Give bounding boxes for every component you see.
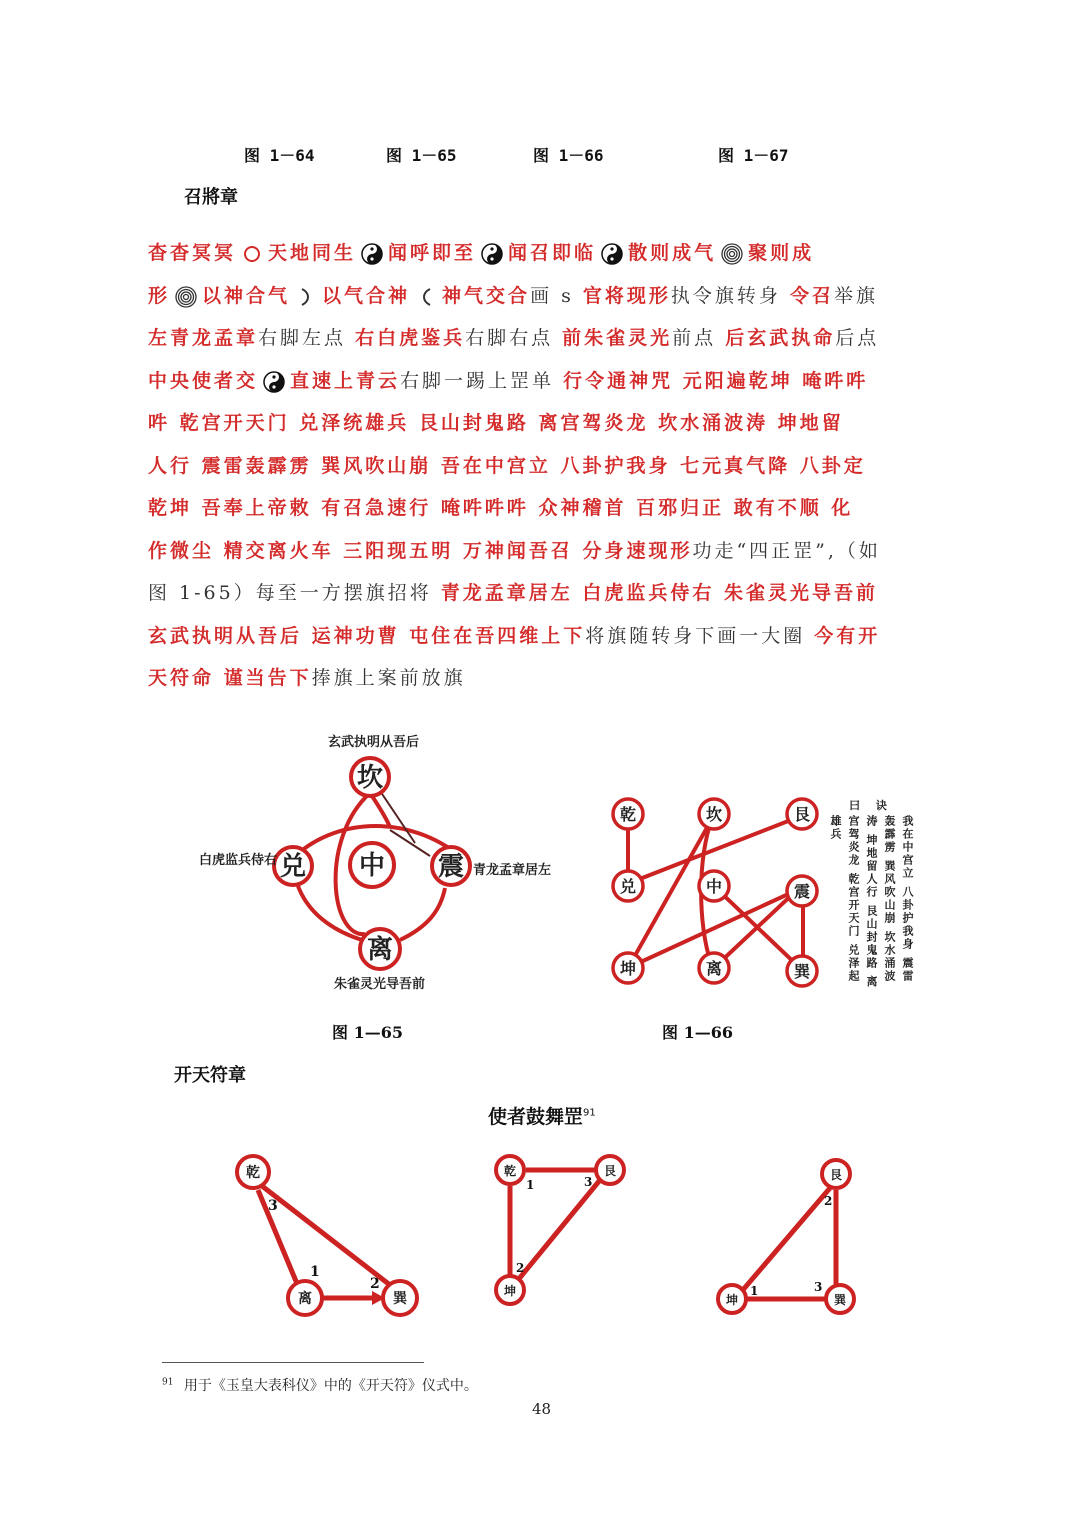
- yinyang-icon: [600, 242, 624, 266]
- paragraph-line: [148, 360, 918, 403]
- incantation-text: 左青龙孟章: [148, 327, 259, 349]
- footnote-text: 用于《玉皇大表科仪》中的《开天符》仪式中。: [183, 1378, 478, 1394]
- node-kan: 坎: [356, 763, 384, 793]
- instruction-text: 右脚左点: [258, 327, 356, 349]
- incantation-text: 直速上青云: [290, 369, 401, 392]
- node-kan: 坎: [705, 805, 723, 824]
- path-li-zhen: [400, 888, 445, 940]
- subtitle-footnote-mark: 91: [583, 1107, 596, 1119]
- incantation-text: 令召: [789, 284, 834, 307]
- node-gen: 艮: [829, 1168, 843, 1182]
- instruction-text: 功走“四正罡”,（如: [692, 539, 881, 562]
- node-qian: 乾: [246, 1165, 260, 1181]
- paragraph-line: [148, 317, 918, 360]
- subtitle-shizhe: [488, 1102, 596, 1129]
- incantation-text: 今有开: [814, 624, 881, 647]
- verse-text: 我在中宫立 八卦护我身 震雷轰霹雳 巽风吹山崩 坎水涌波涛 坤地留人行 艮山封鬼路 离宫驾炎龙 乾宫开天门 兑泽起雄兵: [829, 815, 914, 989]
- node-zhong: 中: [358, 851, 386, 881]
- incantation-text: 以气合神: [322, 284, 411, 307]
- instruction-text: 画 s: [530, 284, 583, 307]
- incantation-text: 以神合气: [202, 284, 291, 307]
- paragraph-line: [148, 572, 918, 615]
- node-qian: 乾: [619, 805, 637, 824]
- incantation-text: 杳杳冥冥: [148, 242, 237, 264]
- node-li: 离: [298, 1291, 312, 1307]
- incantation-text: 中央使者交: [148, 369, 259, 392]
- node-xun: 巽: [393, 1291, 407, 1307]
- arc-left-icon: [414, 285, 438, 309]
- incantation-text: 神气交合: [442, 284, 531, 307]
- node-kun: 坤: [725, 1293, 739, 1307]
- caption-fig-1-66-top: 图 1－66: [533, 146, 604, 165]
- step-3: 3: [584, 1175, 593, 1189]
- instruction-text: 后点: [835, 327, 880, 349]
- caption-fig-1-65-top: 图 1－65: [386, 146, 457, 165]
- instruction-text: 前点: [672, 327, 726, 349]
- incantation-text: 前朱雀灵光: [562, 327, 673, 349]
- instruction-text: 右脚一踢上罡单: [400, 369, 564, 392]
- incantation-text: 吽 乾宫开天门 兑泽统雄兵 艮山封鬼路 离宫驾炎龙 坎水涌波涛 坤地留: [148, 412, 844, 434]
- incantation-text: 闻呼即至: [388, 242, 477, 264]
- node-zhong: 中: [705, 877, 723, 896]
- step-3: 3: [268, 1198, 278, 1214]
- section-title-kaitianfu: 开天符章: [174, 1065, 246, 1086]
- incantation-text: 作微尘 精交离火车 三阳现五明 万神闻吾召 分身速现形: [148, 539, 693, 562]
- incantation-text: 青龙孟章居左 白虎监兵侍右 朱雀灵光导吾前: [440, 582, 878, 604]
- node-zhen: 震: [793, 882, 811, 901]
- instruction-text: 图 1-65）每至一方摆旗招将: [148, 582, 441, 604]
- step-1: 1: [526, 1178, 535, 1192]
- step-1: 1: [310, 1264, 320, 1280]
- node-zhen: 震: [437, 852, 465, 882]
- caption-fig-1-64: 图 1－64: [244, 146, 315, 165]
- incantation-text: 行令通神咒 元阳遍乾坤 唵吽吽: [563, 369, 869, 392]
- footnote-rule: [162, 1362, 424, 1363]
- paragraph-line: [148, 615, 918, 658]
- triangle-diagram-2: [488, 1148, 638, 1308]
- paragraph-line: [148, 487, 918, 530]
- paragraph-line: [148, 445, 918, 488]
- incantation-text: 闻召即临: [508, 242, 597, 264]
- yinyang-icon: [262, 370, 286, 394]
- node-kun: 坤: [619, 959, 637, 978]
- instruction-text: 右脚右点: [465, 327, 563, 349]
- circle-icon: [240, 242, 264, 266]
- incantation-text: 乾坤 吾奉上帝敕 有召急速行 唵吽吽吽 众神稽首 百邪归正 敢有不顺 化: [148, 497, 854, 519]
- instruction-text: 将旗随转身下画一大圈: [585, 624, 815, 647]
- node-kun: 坤: [503, 1284, 517, 1298]
- node-gen: 艮: [603, 1164, 617, 1178]
- node-dui: 兑: [279, 852, 307, 882]
- yinyang-icon: [360, 242, 384, 266]
- instruction-text: 举旗: [833, 284, 878, 307]
- incantation-text: 天地同生: [268, 242, 357, 264]
- node-xun: 巽: [793, 962, 811, 981]
- spiral-icon: [174, 285, 198, 309]
- footnote: [162, 1375, 478, 1395]
- label-qinglong: 青龙孟章居左: [473, 863, 552, 878]
- subtitle-text: 使者鼓舞罡: [488, 1106, 584, 1128]
- node-xun: 巽: [833, 1293, 847, 1307]
- section-title-zhaojiang: 召將章: [184, 187, 238, 208]
- node-li: 离: [705, 959, 723, 978]
- verse-title: 曰 诀: [849, 799, 893, 812]
- label-zhuque: 朱雀灵光导吾前: [334, 977, 426, 992]
- node-li: 离: [366, 935, 394, 965]
- instruction-text: 捧旗上案前放旗: [311, 667, 466, 689]
- step-1: 1: [750, 1284, 759, 1298]
- incantation-text: 天符命 谨当告下: [148, 667, 312, 689]
- incantation-text: 聚则成: [748, 242, 815, 264]
- arc-right-icon: [294, 285, 318, 309]
- page-number: 48: [532, 1400, 552, 1418]
- paragraph-line: [148, 232, 918, 275]
- incantation-text: 后玄武执命: [725, 327, 836, 349]
- triangle-diagram-1: [220, 1148, 440, 1328]
- instruction-text: 执令旗转身: [670, 284, 790, 307]
- triangle-diagram-3: [710, 1156, 870, 1321]
- caption-fig-1-67: 图 1－67: [718, 146, 789, 165]
- label-baihu: 白虎监兵侍右: [199, 853, 278, 868]
- caption-fig-1-66: 图 1—66: [662, 1023, 733, 1042]
- incantation-text: 形: [148, 284, 171, 307]
- node-qian: 乾: [503, 1164, 517, 1178]
- node-gen: 艮: [793, 805, 811, 824]
- incantation-text: 散则成气: [628, 242, 717, 264]
- paragraph-line: [148, 657, 918, 700]
- incantation-text: 右白虎鉴兵: [355, 327, 466, 349]
- step-2: 2: [824, 1194, 833, 1208]
- node-dui: 兑: [619, 877, 637, 896]
- step-2: 2: [516, 1261, 525, 1275]
- caption-fig-1-65: 图 1—65: [332, 1023, 403, 1042]
- verse-block: [826, 797, 916, 995]
- paragraph-line: [148, 275, 918, 318]
- incantation-text: 官将现形: [582, 284, 671, 307]
- incantation-text: 玄武执明从吾后 运神功曹 屯住在吾四维上下: [148, 624, 586, 647]
- yinyang-icon: [480, 242, 504, 266]
- step-3: 3: [814, 1280, 823, 1294]
- label-xuanwu: 玄武执明从吾后: [328, 735, 420, 750]
- footnote-mark: 91: [162, 1377, 174, 1388]
- figure-1-65: [190, 728, 570, 1000]
- ritual-paragraph: [148, 232, 918, 700]
- spiral-icon: [720, 242, 744, 266]
- paragraph-line: [148, 530, 918, 573]
- paragraph-line: [148, 402, 918, 445]
- incantation-text: 人行 震雷轰霹雳 巽风吹山崩 吾在中宫立 八卦护我身 七元真气降 八卦定: [148, 454, 866, 477]
- step-2: 2: [370, 1276, 380, 1292]
